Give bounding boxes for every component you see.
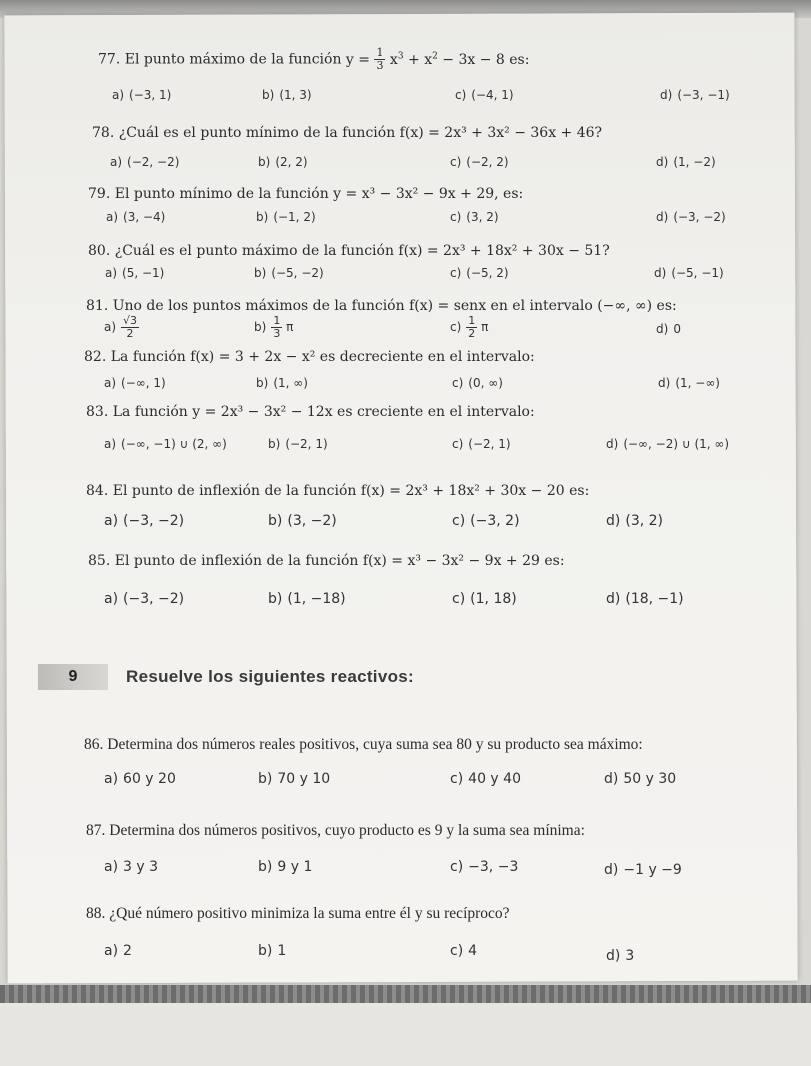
option-84-d[interactable] (606, 513, 663, 529)
option-88-c[interactable] (450, 943, 477, 959)
question-86 (84, 736, 643, 754)
option-letter: d) (658, 376, 671, 390)
option-value: (1, −∞) (675, 376, 720, 390)
scan-background (0, 1003, 811, 1066)
option-81-b[interactable] (254, 315, 293, 340)
option-value: (−∞, −2) ∪ (1, ∞) (623, 437, 730, 451)
option-letter: c) (450, 859, 464, 875)
option-letter: b) (256, 210, 269, 224)
question-77 (98, 47, 529, 72)
option-value: 60 y 20 (123, 771, 176, 787)
fraction-denominator: 2 (468, 327, 476, 340)
option-88-d[interactable] (606, 948, 634, 964)
option-88-a[interactable] (104, 943, 132, 959)
option-79-d[interactable] (656, 210, 726, 224)
option-letter: d) (656, 155, 669, 169)
option-83-a[interactable] (104, 437, 227, 451)
option-letter: b) (258, 943, 273, 959)
question-83 (86, 404, 535, 420)
option-value: (−2, 1) (285, 437, 328, 451)
option-letter: c) (452, 437, 464, 451)
question-text: ¿Cuál es el punto máximo de la función (114, 243, 394, 259)
option-80-c[interactable] (450, 266, 509, 280)
fraction (121, 315, 139, 340)
option-83-c[interactable] (452, 437, 511, 451)
question-78 (92, 125, 602, 141)
option-85-d[interactable] (606, 591, 684, 607)
option-letter: c) (452, 591, 466, 607)
option-value: 4 (468, 943, 478, 959)
option-value: (−∞, −1) ∪ (2, ∞) (121, 437, 227, 451)
question-text: El punto mínimo de la función (114, 186, 329, 202)
option-letter: a) (104, 320, 117, 334)
option-84-a[interactable] (104, 513, 184, 529)
fraction-numerator: √3 (123, 314, 138, 327)
option-letter: b) (258, 155, 271, 169)
option-letter: d) (660, 88, 673, 102)
question-number: 84. (86, 483, 109, 499)
option-77-a[interactable] (112, 88, 171, 102)
option-87-d[interactable] (604, 862, 682, 878)
option-81-a[interactable] (104, 315, 139, 340)
question-number: 87. (86, 822, 106, 839)
question-text: Uno de los puntos máximos de la función (112, 298, 405, 314)
option-value: 50 y 30 (623, 771, 677, 787)
option-letter: a) (106, 210, 119, 224)
option-87-c[interactable] (450, 859, 518, 875)
option-letter: b) (268, 591, 283, 607)
option-letter: b) (258, 859, 273, 875)
question-text: El punto máximo de la función (124, 51, 342, 68)
question-80 (88, 243, 610, 259)
option-value: (2, 2) (275, 155, 308, 169)
question-number: 86. (84, 736, 104, 753)
option-value: 3 y 3 (123, 859, 159, 875)
question-text: ¿Qué número positivo minimiza la suma entre él y su recíproco? (109, 905, 510, 922)
option-value: 0 (673, 322, 681, 336)
option-value: (0, ∞) (468, 376, 503, 390)
fraction-numerator: 1 (273, 314, 281, 327)
option-82-d[interactable] (658, 376, 720, 390)
question-84 (86, 483, 589, 499)
option-value: (−2, −2) (127, 155, 180, 169)
question-number: 85. (88, 553, 111, 569)
option-letter: c) (452, 376, 464, 390)
option-value: 1 (277, 943, 287, 959)
question-text: La función (112, 404, 188, 420)
fraction-numerator: 1 (376, 46, 384, 59)
option-value: (1, 3) (279, 88, 312, 102)
option-value: (−4, 1) (471, 88, 514, 102)
option-80-b[interactable] (254, 266, 324, 280)
question-number: 80. (88, 243, 111, 259)
option-value: (−5, −2) (271, 266, 324, 280)
option-value: 40 y 40 (468, 771, 521, 787)
question-number: 79. (88, 186, 111, 202)
option-value: (−3, 2) (470, 513, 520, 529)
option-86-c[interactable] (450, 771, 521, 787)
option-letter: d) (606, 437, 619, 451)
question-82 (84, 349, 535, 365)
option-86-a[interactable] (104, 771, 176, 787)
option-letter: a) (104, 513, 119, 529)
question-number: 81. (86, 298, 109, 314)
option-letter: d) (606, 948, 621, 964)
question-text: La función (110, 349, 186, 365)
question-81 (86, 298, 677, 314)
option-84-c[interactable] (452, 513, 520, 529)
option-77-c[interactable] (455, 88, 514, 102)
question-number: 88. (86, 905, 106, 922)
option-78-d[interactable] (656, 155, 716, 169)
option-80-a[interactable] (105, 266, 164, 280)
option-value: (3, −2) (287, 513, 337, 529)
option-82-c[interactable] (452, 376, 503, 390)
option-79-a[interactable] (106, 210, 165, 224)
option-88-b[interactable] (258, 943, 286, 959)
scan-bottom-edge (0, 985, 811, 1003)
fraction (271, 315, 282, 340)
question-number: 77. (98, 51, 121, 68)
option-value: −3, −3 (468, 859, 519, 875)
question-formula: f(x) = 2x³ + 18x² + 30x − 20 es: (360, 483, 590, 499)
option-letter: b) (268, 437, 281, 451)
option-letter: d) (654, 266, 667, 280)
section-title: Resuelve los siguientes reactivos: (126, 667, 414, 686)
option-letter: a) (105, 266, 118, 280)
option-value: (−3, −2) (673, 210, 726, 224)
option-85-c[interactable] (452, 591, 517, 607)
option-letter: b) (254, 320, 267, 334)
option-letter: a) (104, 437, 117, 451)
question-87 (86, 822, 585, 840)
option-value: (−∞, 1) (121, 376, 166, 390)
option-value: (3, 2) (466, 210, 499, 224)
question-number: 78. (92, 125, 115, 141)
option-86-b[interactable] (258, 771, 330, 787)
option-letter: c) (450, 210, 462, 224)
option-82-b[interactable] (256, 376, 308, 390)
option-85-b[interactable] (268, 591, 346, 607)
option-letter: b) (258, 771, 273, 787)
option-letter: a) (104, 859, 119, 875)
option-value: 3 (625, 948, 635, 964)
fraction-numerator: 1 (468, 314, 476, 327)
question-text: Determina dos números positivos, cuyo producto es 9 y la suma sea mínima: (109, 822, 585, 839)
option-letter: b) (254, 266, 267, 280)
option-79-c[interactable] (450, 210, 499, 224)
option-letter: c) (450, 155, 462, 169)
option-letter: b) (256, 376, 269, 390)
option-value: 70 y 10 (277, 771, 331, 787)
pi-symbol: π (481, 320, 489, 334)
option-letter: b) (262, 88, 275, 102)
fraction (466, 315, 477, 340)
fraction-denominator: 3 (376, 59, 384, 72)
question-text: ¿Cuál es el punto mínimo de la función (118, 125, 396, 141)
option-letter: d) (604, 771, 619, 787)
option-79-b[interactable] (256, 210, 316, 224)
option-value: (18, −1) (625, 591, 684, 607)
option-77-b[interactable] (262, 88, 312, 102)
option-value: 9 y 1 (277, 859, 313, 875)
option-81-d[interactable] (656, 322, 681, 336)
fraction-denominator: 2 (126, 327, 134, 340)
option-86-d[interactable] (604, 771, 676, 787)
option-83-d[interactable] (606, 437, 729, 451)
option-value: (−3, 1) (129, 88, 172, 102)
option-letter: a) (104, 943, 119, 959)
option-letter: c) (455, 88, 467, 102)
option-letter: b) (268, 513, 283, 529)
option-87-b[interactable] (258, 859, 312, 875)
option-78-b[interactable] (258, 155, 308, 169)
question-formula: f(x) = 2x³ + 3x² − 36x + 46? (399, 125, 603, 141)
option-letter: a) (110, 155, 123, 169)
option-value: (−5, 2) (466, 266, 509, 280)
option-78-c[interactable] (450, 155, 509, 169)
question-79 (88, 186, 523, 202)
option-letter: c) (450, 771, 464, 787)
question-formula: f(x) = 2x³ + 18x² + 30x − 51? (398, 243, 610, 259)
option-80-d[interactable] (654, 266, 724, 280)
question-88 (86, 905, 510, 923)
option-87-a[interactable] (104, 859, 158, 875)
option-77-d[interactable] (660, 88, 730, 102)
question-text: El punto de inflexión de la función (114, 553, 359, 569)
option-value: (1, ∞) (273, 376, 308, 390)
option-value: (3, 2) (625, 513, 663, 529)
option-letter: d) (604, 862, 619, 878)
section-number: 9 (38, 664, 108, 690)
option-value: (−3, −1) (677, 88, 730, 102)
pi-symbol: π (286, 320, 294, 334)
option-value: (1, 18) (470, 591, 517, 607)
option-value: −1 y −9 (623, 862, 682, 878)
option-letter: d) (606, 591, 621, 607)
question-number: 83. (86, 404, 109, 420)
question-formula: f(x) = x³ − 3x² − 9x + 29 es: (362, 553, 565, 569)
option-value: (1, −18) (287, 591, 346, 607)
fraction (374, 47, 385, 72)
question-formula: y = 2x³ − 3x² − 12x es creciente en el intervalo: (192, 404, 535, 420)
option-letter: d) (656, 210, 669, 224)
option-letter: a) (104, 591, 119, 607)
option-letter: c) (450, 943, 464, 959)
option-letter: c) (452, 513, 466, 529)
option-letter: a) (112, 88, 125, 102)
question-text: Determina dos números reales positivos, cuya suma sea 80 y su producto sea máximo: (107, 736, 643, 753)
option-letter: d) (656, 322, 669, 336)
option-81-c[interactable] (450, 315, 488, 340)
option-84-b[interactable] (268, 513, 337, 529)
question-formula: y = $\frac{1}{3}$ $x^3 + x^2 - 3x - 8$ es: (345, 46, 530, 72)
option-value: (−2, 2) (466, 155, 509, 169)
option-letter: d) (606, 513, 621, 529)
question-85 (88, 553, 565, 569)
option-78-a[interactable] (110, 155, 179, 169)
fraction-denominator: 3 (273, 327, 281, 340)
option-letter: a) (104, 376, 117, 390)
option-value: (−2, 1) (468, 437, 511, 451)
question-formula: f(x) = 3 + 2x − x² es decreciente en el intervalo: (190, 349, 535, 365)
option-85-a[interactable] (104, 591, 184, 607)
option-letter: a) (104, 771, 119, 787)
option-value: (3, −4) (123, 210, 166, 224)
option-82-a[interactable] (104, 376, 166, 390)
option-letter: c) (450, 320, 462, 334)
option-value: (5, −1) (122, 266, 165, 280)
question-formula: f(x) = senx en el intervalo (−∞, ∞) es: (409, 298, 677, 314)
option-value: (−5, −1) (671, 266, 724, 280)
option-value: (−1, 2) (273, 210, 316, 224)
option-value: 2 (123, 943, 132, 959)
option-value: (−3, −2) (123, 513, 185, 529)
question-number: 82. (84, 349, 107, 365)
question-text: El punto de inflexión de la función (112, 483, 357, 499)
option-value: (−3, −2) (123, 591, 185, 607)
option-value: (1, −2) (673, 155, 716, 169)
question-formula: y = x³ − 3x² − 9x + 29, es: (333, 186, 524, 202)
option-letter: c) (450, 266, 462, 280)
option-83-b[interactable] (268, 437, 328, 451)
section-header (38, 664, 458, 690)
